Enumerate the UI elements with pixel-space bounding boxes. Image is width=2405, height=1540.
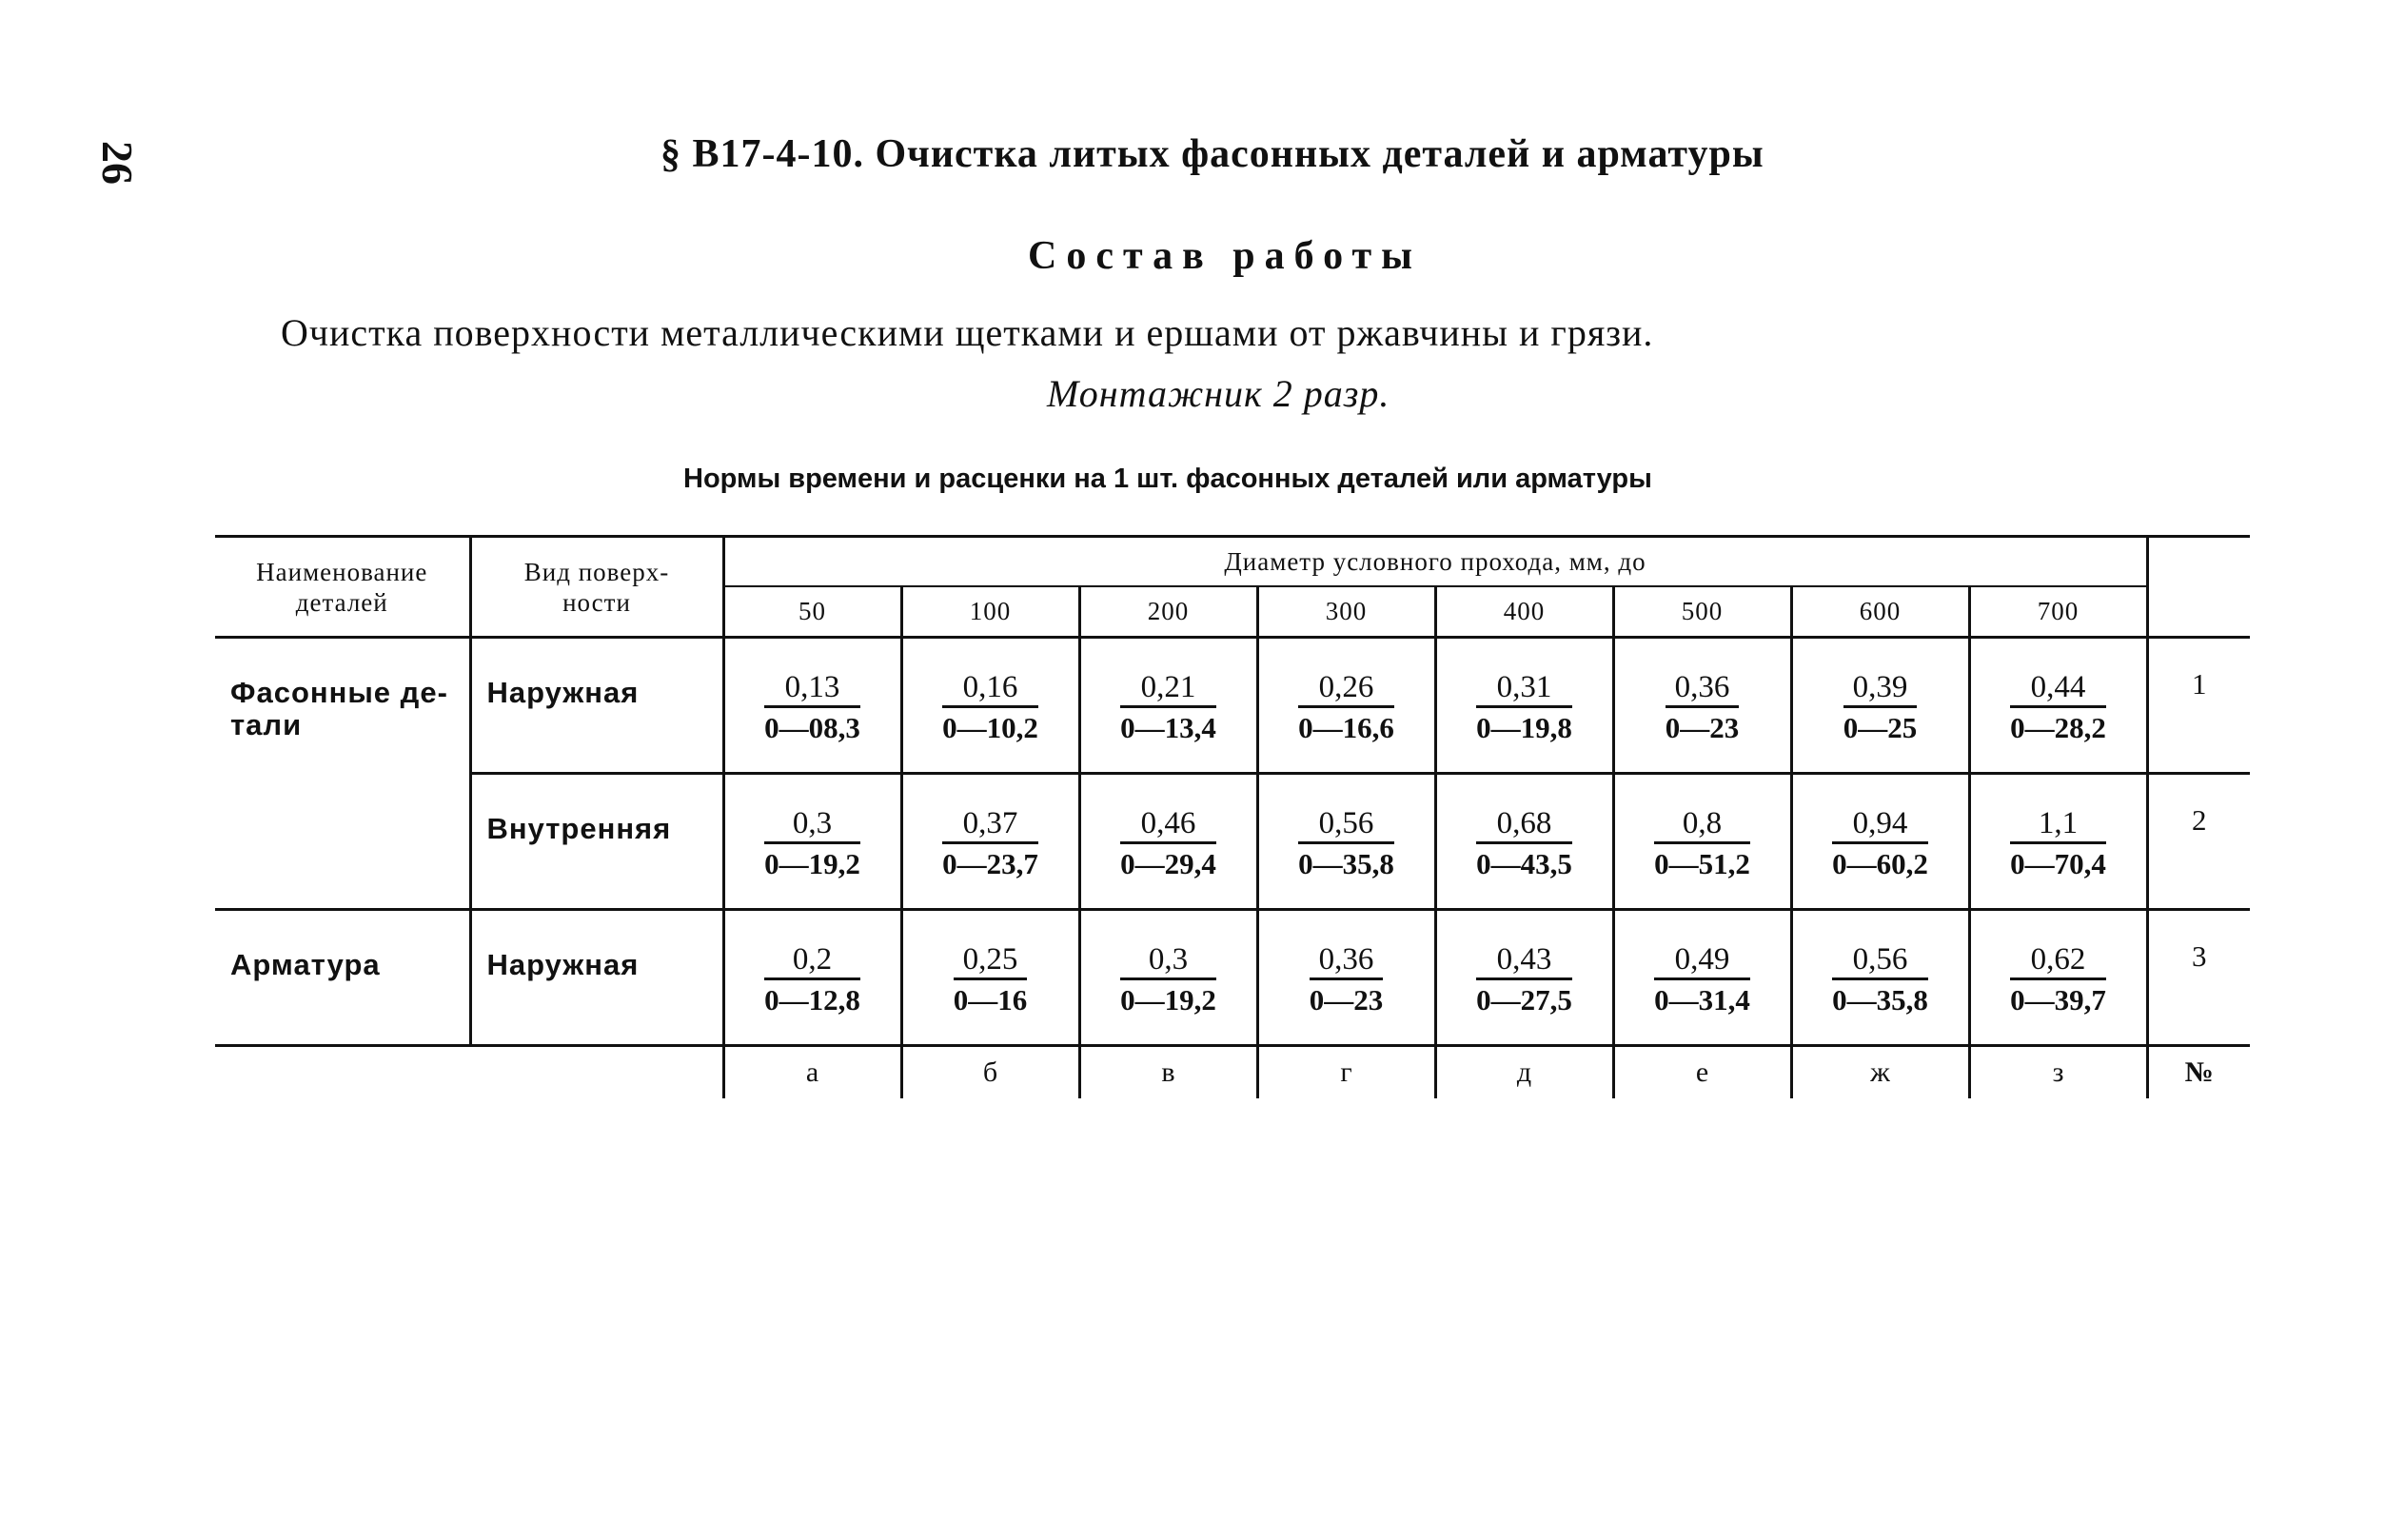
norm-cell: $\frac{0,8}{0—51,2}$ bbox=[1613, 774, 1791, 910]
norm-cell: $\frac{0,16}{0—10,2}$ bbox=[901, 638, 1079, 774]
diameter-300: 300 bbox=[1257, 586, 1435, 638]
norm-cell: $\frac{0,56}{0—35,8}$ bbox=[1791, 910, 1969, 1046]
diameter-500: 500 bbox=[1613, 586, 1791, 638]
norm-cell: $\frac{0,49}{0—31,4}$ bbox=[1613, 910, 1791, 1046]
header-blank bbox=[2147, 537, 2250, 638]
header-diameter-group: Диаметр условного прохода, мм, до bbox=[723, 537, 2147, 586]
row-number: 1 bbox=[2147, 638, 2250, 774]
norms-table bbox=[215, 535, 2250, 1098]
number-key: № bbox=[2184, 1056, 2214, 1088]
column-key-row bbox=[215, 1046, 2250, 1099]
column-key: д bbox=[1435, 1046, 1613, 1099]
norm-cell: $\frac{0,3}{0—19,2}$ bbox=[723, 774, 901, 910]
diameter-200: 200 bbox=[1079, 586, 1257, 638]
column-key: г bbox=[1257, 1046, 1435, 1099]
header-name: Наименование деталей bbox=[215, 537, 470, 638]
norm-cell: $\frac{0,43}{0—27,5}$ bbox=[1435, 910, 1613, 1046]
surface-type: Наружная bbox=[470, 638, 723, 774]
diameter-600: 600 bbox=[1791, 586, 1969, 638]
norm-cell: $\frac{0,94}{0—60,2}$ bbox=[1791, 774, 1969, 910]
worker-grade: Монтажник 2 разр. bbox=[1047, 372, 1390, 415]
norm-cell: $\frac{0,25}{0—16}$ bbox=[901, 910, 1079, 1046]
norm-cell: $\frac{0,3}{0—19,2}$ bbox=[1079, 910, 1257, 1046]
section-title: § B17-4-10. Очистка литых фасонных деталей и арматуры bbox=[660, 132, 1764, 176]
norm-cell: $\frac{0,68}{0—43,5}$ bbox=[1435, 774, 1613, 910]
column-key: в bbox=[1079, 1046, 1257, 1099]
diameter-700: 700 bbox=[1969, 586, 2147, 638]
row-number: 2 bbox=[2147, 774, 2250, 910]
norm-cell: $\frac{0,39}{0—25}$ bbox=[1791, 638, 1969, 774]
norm-cell: $\frac{0,21}{0—13,4}$ bbox=[1079, 638, 1257, 774]
section-heading: Состав работы bbox=[1028, 234, 1422, 278]
norm-cell: $\frac{0,62}{0—39,7}$ bbox=[1969, 910, 2147, 1046]
norm-cell: $\frac{0,26}{0—16,6}$ bbox=[1257, 638, 1435, 774]
norm-cell: $\frac{0,31}{0—19,8}$ bbox=[1435, 638, 1613, 774]
norm-cell: $\frac{0,44}{0—28,2}$ bbox=[1969, 638, 2147, 774]
norm-cell: $\frac{0,36}{0—23}$ bbox=[1613, 638, 1791, 774]
column-key: е bbox=[1613, 1046, 1791, 1099]
column-key: з bbox=[1969, 1046, 2147, 1099]
table-caption: Нормы времени и расценки на 1 шт. фасонных деталей или арматуры bbox=[683, 464, 1652, 494]
norm-cell: $\frac{0,2}{0—12,8}$ bbox=[723, 910, 901, 1046]
page-number: 26 bbox=[93, 141, 142, 185]
row-number: 3 bbox=[2147, 910, 2250, 1046]
norm-cell: $\frac{0,56}{0—35,8}$ bbox=[1257, 774, 1435, 910]
detail-name: Арматура bbox=[215, 910, 470, 1046]
diameter-100: 100 bbox=[901, 586, 1079, 638]
column-key: б bbox=[901, 1046, 1079, 1099]
table-row bbox=[215, 638, 2250, 774]
work-description: Очистка поверхности металлическими щетками и ершами от ржавчины и грязи. bbox=[281, 311, 1654, 354]
column-key: а bbox=[723, 1046, 901, 1099]
diameter-50: 50 bbox=[723, 586, 901, 638]
column-key: ж bbox=[1791, 1046, 1969, 1099]
norm-cell: $\frac{1,1}{0—70,4}$ bbox=[1969, 774, 2147, 910]
table-row bbox=[215, 774, 2250, 910]
surface-type: Внутренняя bbox=[470, 774, 723, 910]
detail-name: Фасонные де-тали bbox=[215, 638, 470, 910]
norm-cell: $\frac{0,37}{0—23,7}$ bbox=[901, 774, 1079, 910]
table-row bbox=[215, 910, 2250, 1046]
header-surface: Вид поверх-ности bbox=[470, 537, 723, 638]
norm-cell: $\frac{0,13}{0—08,3}$ bbox=[723, 638, 901, 774]
surface-type: Наружная bbox=[470, 910, 723, 1046]
norm-cell: $\frac{0,36}{0—23}$ bbox=[1257, 910, 1435, 1046]
norm-cell: $\frac{0,46}{0—29,4}$ bbox=[1079, 774, 1257, 910]
diameter-400: 400 bbox=[1435, 586, 1613, 638]
